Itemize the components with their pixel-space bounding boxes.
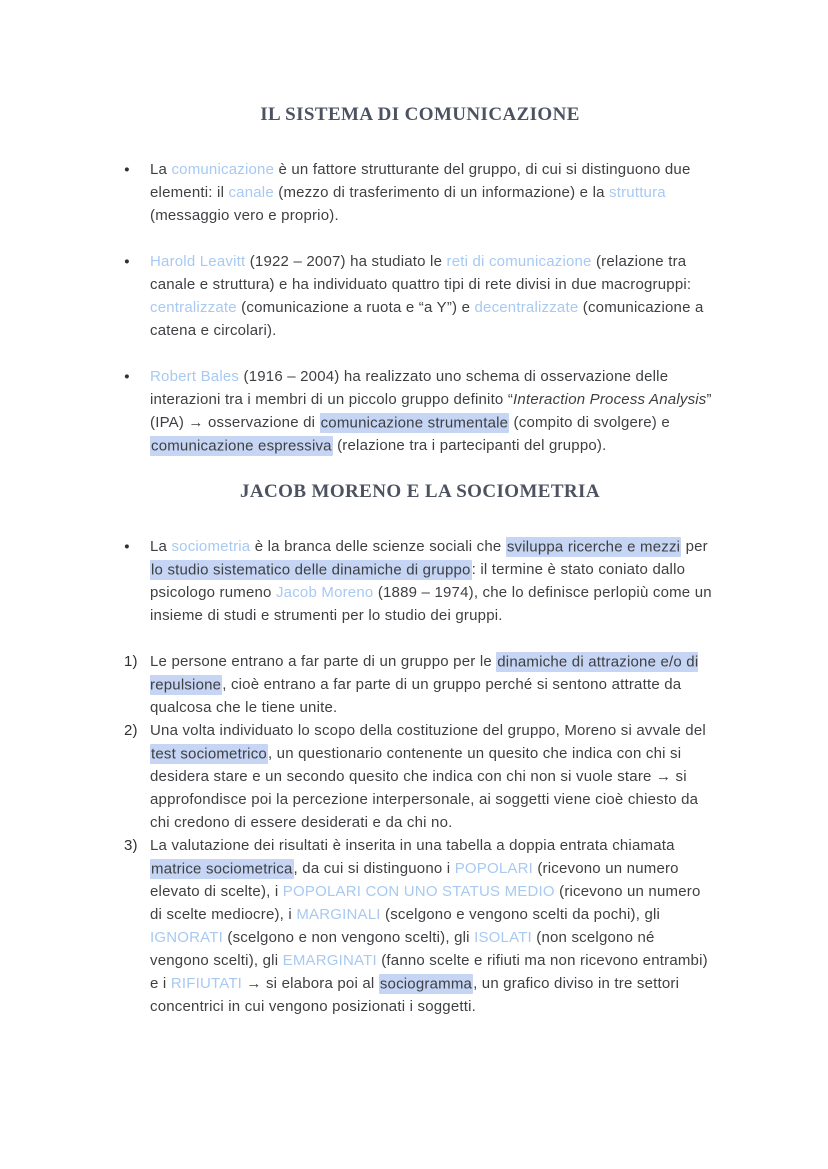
text-segment-italic: Interaction Process Analysis [513, 391, 707, 408]
text-segment: Le persone entrano a far parte di un gruppo per le [150, 653, 497, 670]
text-segment: (mezzo di trasferimento di un informazione) e la [273, 184, 610, 201]
text-segment-blue: Jacob Moreno [275, 584, 374, 601]
text-segment: , un questionario contenente un quesito che indica con chi si desidera stare e un secondo quesito che indica con chi non si vuole stare → si approfondisce poi la percezione interpersonale, ai soggetti viene cioè chiesto da chi credono di essere desiderati e da chi no. [150, 745, 699, 831]
text-segment: (comunicazione a ruota e “a Y”) e [236, 299, 475, 316]
text-segment: (compito di svolgere) e [509, 414, 670, 431]
text-segment-blue: comunicazione [171, 161, 275, 178]
text-segment: (relazione tra canale e struttura) e ha individuato quattro tipi di rete divisi in due macrogruppi: [150, 253, 692, 293]
text-segment: La [150, 161, 172, 178]
text-segment: (1889 – 1974), che lo definisce perlopiù come un insieme di studi e strumenti per lo studio dei gruppi. [150, 584, 712, 624]
text-segment: Una volta individuato lo scopo della costituzione del gruppo, Moreno si avvale del [150, 722, 706, 739]
bullet-paragraph-sociometria [124, 535, 716, 627]
section-heading-comunicazione: IL SISTEMA DI COMUNICAZIONE [260, 104, 580, 125]
text-segment-blue: centralizzate [150, 299, 237, 316]
text-segment: , da cui si distinguono i [293, 860, 455, 877]
text-segment: , cioè entrano a far parte di un gruppo perché si sentono attratte da qualcosa che le tiene unite. [150, 676, 682, 716]
bullet-marker: ● [124, 164, 130, 175]
text-segment-blue: canale [228, 184, 274, 201]
numbered-paragraph-1 [124, 650, 716, 719]
paragraph-text [150, 535, 716, 627]
text-segment-hl: sviluppa ricerche e mezzi [506, 538, 681, 555]
text-segment: (comunicazione a catena e circolari). [150, 299, 704, 339]
text-segment: ” (IPA) → osservazione di [150, 391, 712, 431]
text-segment: (fanno scelte e rifiuti ma non ricevono entrambi) e i [150, 952, 708, 992]
text-segment: → si elabora poi al [242, 975, 379, 992]
text-segment-hl: lo studio sistematico delle dinamiche di gruppo [151, 561, 471, 578]
paragraph-text [150, 158, 716, 227]
section-sistema-comunicazione [124, 103, 716, 457]
numbered-paragraph-2 [124, 719, 716, 834]
text-segment: (messaggio vero e proprio). [150, 207, 339, 224]
section-moreno-sociometria [124, 480, 716, 1018]
text-segment: (1922 – 2007) ha studiato le [245, 253, 447, 270]
text-segment-blue: struttura [609, 184, 666, 201]
bullet-paragraph-bales [124, 365, 716, 457]
text-segment: La [150, 538, 172, 555]
number-marker: 3) [124, 837, 138, 854]
number-marker: 2) [124, 722, 138, 739]
text-segment: (scelgono e non vengono scelti), gli [223, 929, 475, 946]
text-segment-hl: dinamiche di attrazione e/o di repulsione [150, 653, 699, 693]
paragraph-text [150, 719, 716, 834]
text-segment-blue: Harold Leavitt [150, 253, 246, 270]
text-segment: (ricevono un numero elevato di scelte), i [150, 860, 679, 900]
text-segment-blue: MARGINALI [296, 906, 381, 923]
number-marker: 1) [124, 653, 138, 670]
text-segment-blue: RIFIUTATI [170, 975, 243, 992]
section-heading-sociometria: JACOB MORENO E LA SOCIOMETRIA [240, 481, 600, 502]
text-segment: per [681, 538, 708, 555]
text-segment-blue: EMARGINATI [282, 952, 377, 969]
text-segment: (relazione tra i partecipanti del gruppo). [332, 437, 607, 454]
text-segment: , un grafico diviso in tre settori concentrici in cui vengono posizionati i soggetti. [150, 975, 680, 1015]
text-segment-blue: Robert Bales [150, 368, 240, 385]
text-segment: è la branca delle scienze sociali che [250, 538, 506, 555]
paragraph-text [150, 250, 716, 342]
text-segment: (ricevono un numero di scelte mediocre), i [150, 883, 701, 923]
bullet-marker: ● [124, 541, 130, 552]
text-segment-hl: test sociometrico [151, 745, 267, 762]
paragraph-text [150, 650, 716, 719]
text-segment-blue: reti di comunicazione [446, 253, 592, 270]
paragraph-text [150, 834, 716, 1018]
text-segment: : il termine è stato coniato dallo psicologo rumeno [150, 561, 686, 601]
paragraph-text [150, 365, 716, 457]
text-segment-hl: matrice sociometrica [151, 860, 293, 877]
bullet-paragraph-comunicazione [124, 158, 716, 227]
text-segment: (non scelgono né vengono scelti), gli [150, 929, 655, 969]
text-segment-blue: decentralizzate [474, 299, 579, 316]
bullet-paragraph-leavitt [124, 250, 716, 342]
text-segment-hl: sociogramma [379, 975, 473, 992]
text-segment: (1916 – 2004) ha realizzato uno schema di osservazione delle interazioni tra i membri di un piccolo gruppo definito “ [150, 368, 669, 408]
text-segment-blue: POPOLARI CON UNO STATUS MEDIO [282, 883, 555, 900]
bullet-marker: ● [124, 371, 130, 382]
bullet-marker: ● [124, 256, 130, 267]
text-segment-blue: IGNORATI [150, 929, 223, 946]
numbered-paragraph-3 [124, 834, 716, 1018]
text-segment-blue: ISOLATI [474, 929, 532, 946]
text-segment: è un fattore strutturante del gruppo, di cui si distinguono due elementi: il [150, 161, 691, 201]
text-segment-hl: comunicazione espressiva [151, 437, 332, 454]
text-segment: (scelgono e vengono scelti da pochi), gli [380, 906, 661, 923]
text-segment-hl: comunicazione strumentale [320, 414, 509, 431]
text-segment-blue: POPOLARI [454, 860, 533, 877]
text-segment-blue: sociometria [171, 538, 251, 555]
text-segment: La valutazione dei risultati è inserita in una tabella a doppia entrata chiamata [150, 837, 675, 854]
